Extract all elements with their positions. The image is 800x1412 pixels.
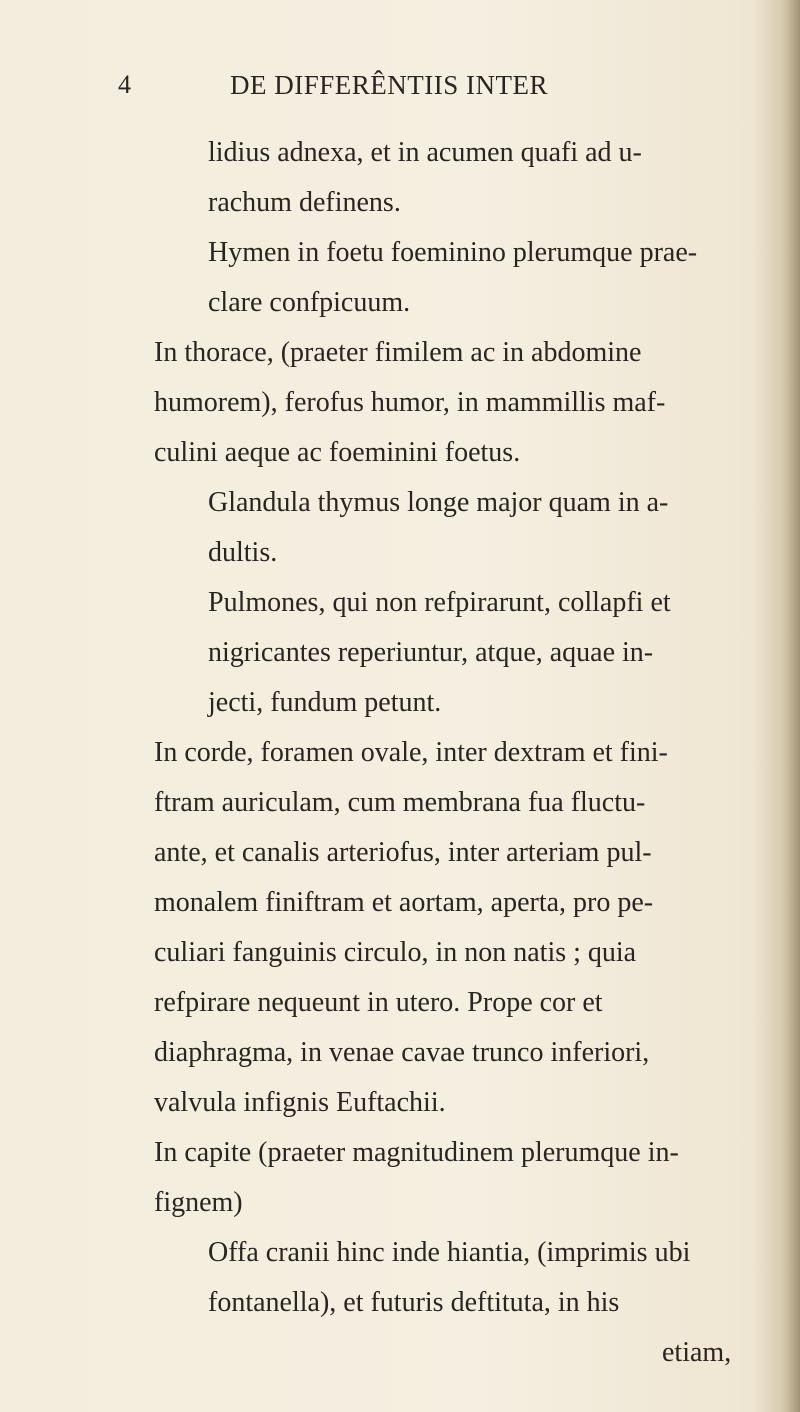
text-line: refpirare nequeunt in utero. Prope cor et [154,987,603,1018]
text-line: diaphragma, in venae cavae trunco inferiori, [154,1037,650,1068]
text-line: In corde, foramen ovale, inter dextram et fini- [154,737,668,768]
text-line: Glandula thymus longe major quam in a- [208,487,669,518]
running-title: DE DIFFERÊNTIIS INTER [230,70,548,100]
text-line: monalem finiftram et aortam, aperta, pro pe- [154,887,654,918]
text-line: fignem) [154,1187,243,1218]
text-line: ante, et canalis arteriofus, inter arteriam pul- [154,837,652,868]
text-line: culini aeque ac foeminini foetus. [154,437,521,468]
text-line: Hymen in foetu foeminino plerumque prae- [208,237,698,268]
text-line: fontanella), et futuris deftituta, in his [208,1287,620,1318]
text-line: etiam, [662,1337,732,1368]
text-line: nigricantes reperiuntur, atque, aquae in- [208,637,654,668]
text-line: valvula infignis Euftachii. [154,1087,446,1118]
page-edge-shadow [786,0,800,1412]
text-line: humorem), ferofus humor, in mammillis maf- [154,387,666,418]
text-line: culiari fanguinis circulo, in non natis ; quia [154,937,637,968]
text-line: lidius adnexa, et in acumen quafi ad u- [208,137,642,168]
text-line: Pulmones, qui non refpirarunt, collapfi et [208,587,671,618]
text-line: Offa cranii hinc inde hiantia, (imprimis ubi [208,1237,691,1268]
text-line: clare confpicuum. [208,287,411,318]
text-line: dultis. [208,537,278,568]
text-line: ftram auriculam, cum membrana fua fluctu- [154,787,646,818]
text-line: In thorace, (praeter fimilem ac in abdomine [154,337,642,368]
text-line: In capite (praeter magnitudinem plerumque in- [154,1137,679,1168]
page-header [118,70,638,110]
page-number: 4 [118,70,131,99]
text-line: jecti, fundum petunt. [208,687,442,718]
text-line: rachum definens. [208,187,401,218]
